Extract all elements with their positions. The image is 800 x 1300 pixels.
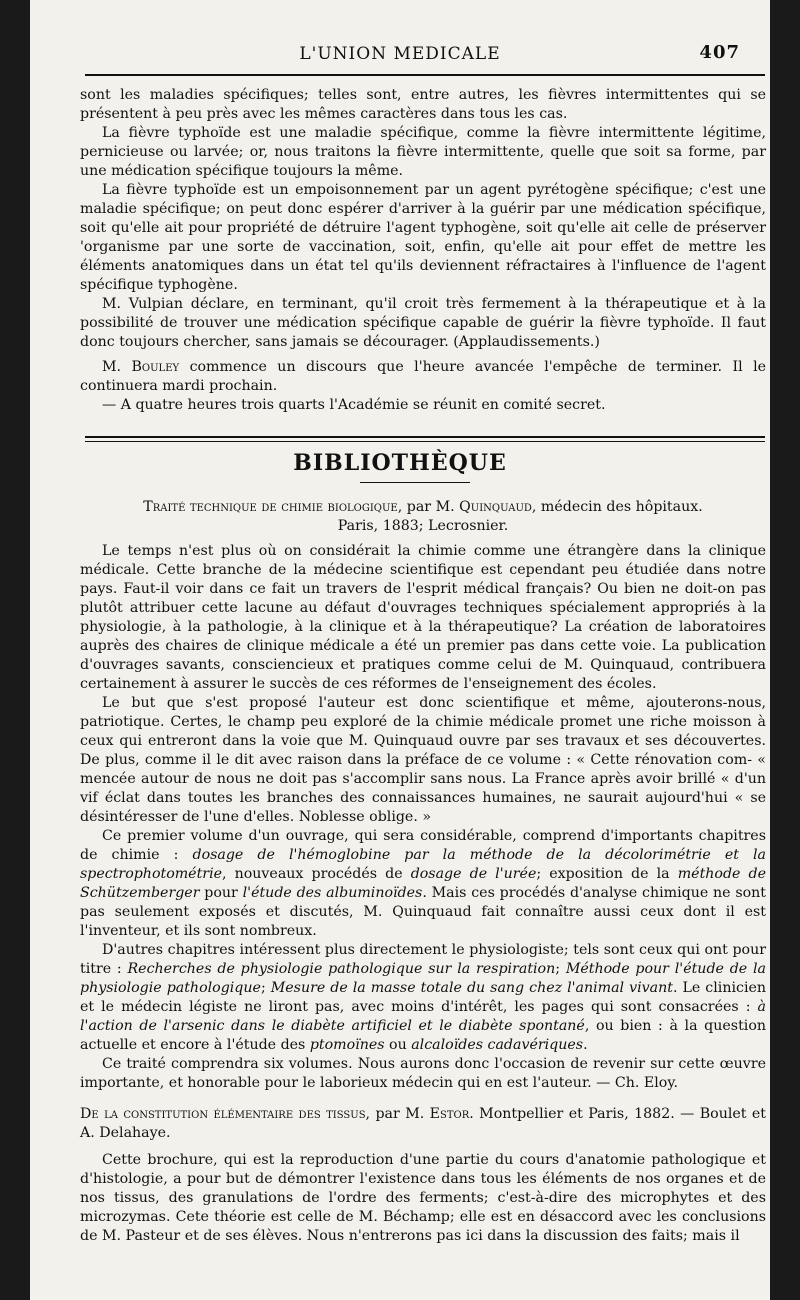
top-section [80,86,766,415]
header-rule [85,74,765,76]
paragraph: La fièvre typhoïde est une maladie spécifique, comme la fièvre intermittente légitime, pernicieuse ou larvée; or, nous traitons la fièvre intermittente, quelle que soit sa forme, par une médication spécifique toujours la même. [80,125,766,179]
paragraph: Ce traité comprendra six volumes. Nous aurons donc l'occasion de revenir sur cette œuvre importante, et honorable pour le laborieux médecin qui en est l'auteur. — Ch. Eloy. [80,1056,766,1091]
author-name: Estor [429,1106,470,1122]
italic-text: Méthode pour l'étude de la physiologie pathologique [80,961,766,996]
text: , ou bien : à la question actuelle et encore à l'étude des [80,1018,766,1053]
heading-rule [360,482,470,483]
italic-text: Recherches de physiologie pathologique sur la respiration [127,961,556,977]
text: . Mais ces procédés d'analyse chimique ne sont pas seulement exposés et discutés, M. Quinquaud fait connaître aussi ceux dont il est l'inventeur, et ils sont nombreux. [80,885,767,939]
section-rule [85,441,765,442]
book-title: Traité technique de chimie biologique [143,499,398,515]
paragraph: Cette brochure, qui est la reproduction d'une partie du cours d'anatomie pathologique et d'histologie, a pour but de démontrer l'existence dans tous les éléments de nos organes et de nos tissus, des granulations de l'ordre des ferments; c'est-à-dire des microphytes et des microzymas. Cete théorie est celle de M. Béchamp; elle est en désaccord avec les conclusions de M. Pasteur et de ses élèves. Nous n'entrerons pas ici dans la discussion des faits; mais il [80,1152,766,1244]
text: ; exposition de la [536,866,678,882]
text: D'autres chapitres intéressent plus directement le physiologiste; tels sont ceux qui ont pour titre : [80,942,766,977]
journal-title: L'UNION MEDICALE [299,44,501,64]
title-text: , par M. [365,1106,430,1122]
italic-text: ptomoïnes [309,1037,385,1053]
paragraph: — A quatre heures trois quarts l'Académie se réunit en comité secret. [102,397,606,413]
paragraph [80,358,766,396]
page-header [30,38,770,68]
italic-text: dosage de l'hémoglobine par la méthode de la décolorimétrie et la spectrophotométrie [80,847,767,882]
title-text: . Montpellier et Paris, 1882. — Boulet et A. Delahaye. [80,1106,766,1141]
paragraph: La fièvre typhoïde est un empoisonnement par un agent pyrétogène spécifique; c'est une maladie spécifique; on peut donc espérer d'arriver à la guérir par une médication spécifique, soit qu'elle ait pour propriété de détruire l'agent typhogène, soit qu'elle ait celle de préserver 'organisme par une sorte de vaccination, soit, enfin, qu'elle ait pour effet de mettre les éléments anatomiques dans un état tel qu'ils deviennent réfractaires à l'influence de l'agent spécifique typhogène. [80,182,766,293]
section-heading: BIBLIOTHÈQUE [293,450,507,476]
paragraph: sont les maladies spécifiques; telles sont, entre autres, les fièvres intermittentes qui se présentent à peu près avec les mêmes caractères dans tous les cas. [80,87,766,122]
speaker-name: M. Bouley [102,359,180,375]
page-number: 407 [699,42,740,63]
text: . Le clinicien et le médecin légiste ne liront pas, avec moins d'intérêt, les pages qui sont consacrées : [80,980,767,1015]
review-title [80,1105,766,1143]
title-text: , médecin des hôpitaux. [531,499,703,515]
italic-text: méthode de Schützemberger [80,866,766,901]
italic-text: dosage de l'urée [410,866,537,882]
italic-text: alcaloïdes cadavériques [411,1037,584,1053]
italic-text: Mesure de la masse totale du sang chez l'animal vivant [270,980,673,996]
text: ; [260,980,271,996]
paragraph [80,941,766,1055]
paragraph: M. Vulpian déclare, en terminant, qu'il croit très fermement à la thérapeutique et à la possibilité de trouver une médication spécifique capable de guérir la fièvre typhoïde. Il faut donc toujours chercher, sans jamais se décourager. (Applaudissements.) [80,296,766,350]
italic-text: l'étude des albuminoïdes [242,885,423,901]
paragraph: Le but que s'est proposé l'auteur est donc scientifique et même, ajouterons-nous, patriotique. Certes, le champ peu exploré de la chimie médicale promet une riche moisson à ceux qui entreront dans la voie que M. Quinquaud ouvre par ses travaux et ses découvertes. De plus, comme il le dit avec raison dans la préface de ce volume : « Cette rénovation com- « mencée autour de nous ne doit pas s'accomplir sans nous. La France après avoir brillé « d'un vif éclat dans toutes les branches des connaissances humaines, ne saurait aujourd'hui « se désintéresser de l'une d'elles. Noblesse oblige. » [80,695,766,825]
author-name: Quinquaud [459,499,532,515]
text: ; [555,961,566,977]
book-title: De la constitution élémentaire des tissus [80,1106,366,1122]
italic-text: à l'action de l'arsenic dans le diabète artificiel et le diabète spontané [80,999,766,1034]
title-text: , par M. [397,499,460,515]
review-1 [80,498,766,1246]
text: . [583,1037,588,1053]
section-rule [85,436,765,438]
journal-page [30,0,770,1300]
review-title [80,498,766,517]
paragraph: Le temps n'est plus où on considérait la chimie comme une étrangère dans la clinique médicale. Cette branche de la médecine scientifique est cependant peu étudiée dans notre pays. Faut-il voir dans ce fait un travers de l'esprit médical français? Ou bien ne doit-on pas plutôt attribuer cette lacune au défaut d'ouvrages techniques spécialement appropriés à la physiologie, à la pathologie, à la clinique et à la thérapeutique? La création de laboratoires auprès des chaires de clinique médicale a été un premier pas dans cette voie. La publication d'ouvrages savants, consciencieux et pratiques comme celui de M. Quinquaud, contribuera certainement à assurer le succès de ces réformes de l'enseignement des écoles. [80,543,766,692]
text: Ce premier volume d'un ouvrage, qui sera considérable, comprend d'importants chapitres de chimie : [80,828,766,863]
publisher: Paris, 1883; Lecrosnier. [337,518,509,534]
text: , nouveaux procédés de [222,866,411,882]
paragraph-text: commence un discours que l'heure avancée l'empêche de terminer. Il le continuera mardi prochain. [80,359,767,394]
text: ou [384,1037,412,1053]
text: pour [199,885,243,901]
paragraph [80,827,766,941]
